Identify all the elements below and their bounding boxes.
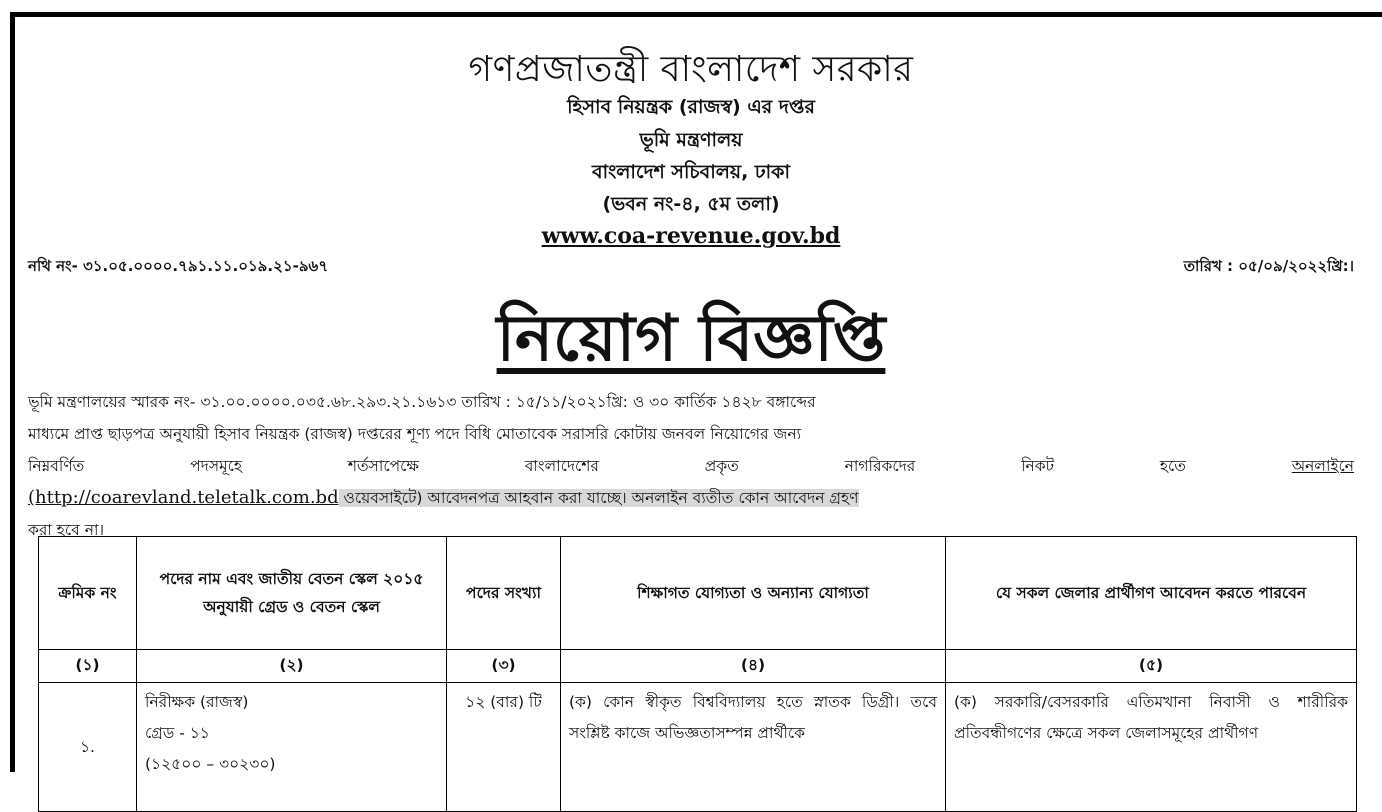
column-number: (১) xyxy=(39,650,137,683)
column-number: (৫) xyxy=(946,650,1357,683)
intro-line-5: করা হবে না। xyxy=(28,521,105,539)
post-title: নিরীক্ষক (রাজস্ব) xyxy=(145,693,249,711)
government-heading: গণপ্রজাতন্ত্রী বাংলাদেশ সরকার xyxy=(468,49,914,90)
intro-paragraph xyxy=(28,386,1354,546)
row-qualification: (ক) কোন স্বীকৃত বিশ্ববিদ্যালয় হতে স্নাতক ডিগ্রী। তবে সংশ্লিষ্ট কাজে অভিজ্ঞতাসম্পন্ন প্রার্থীকে xyxy=(561,683,946,812)
intro-word: নাগরিকদের xyxy=(844,457,916,475)
header-serial: ক্রমিক নং xyxy=(39,537,137,650)
intro-line-4 xyxy=(28,482,1354,514)
application-link[interactable]: (http://coarevland.teletalk.com.bd xyxy=(28,487,339,508)
memo-number: নথি নং- ৩১.০৫.০০০০.৭৯১.১১.০১৯.২১-৯৬৭ xyxy=(28,257,329,275)
table-row xyxy=(39,683,1357,812)
row-post-count: ১২ (বার) টি xyxy=(447,683,561,812)
website-link[interactable]: www.coa-revenue.gov.bd xyxy=(541,223,841,249)
row-districts: (ক) সরকারি/বেসরকারি এতিমখানা নিবাসী ও শারীরিক প্রতিবন্ধীগণের ক্ষেত্রে সকল জেলাসমূহের প্রার্থীগণ xyxy=(946,683,1357,812)
secretariat-address: বাংলাদেশ সচিবালয়, ঢাকা xyxy=(592,161,790,183)
header-districts: যে সকল জেলার প্রার্থীগণ আবেদন করতে পারবেন xyxy=(946,537,1357,650)
post-grade: গ্রেড - ১১ xyxy=(145,724,210,742)
column-number: (৩) xyxy=(447,650,561,683)
building-info: (ভবন নং-৪, ৫ম তলা) xyxy=(602,193,780,215)
intro-line-2: মাধ্যমে প্রাপ্ত ছাড়পত্র অনুযায়ী হিসাব নিয়ন্ত্রক (রাজস্ব) দপ্তরের শূণ্য পদে বিধি মোতাবেক সরাসরি কোটায় জনবল নিয়োগের জন্য xyxy=(28,425,802,443)
intro-word: পদসমূহে xyxy=(190,457,243,475)
column-number-row xyxy=(39,650,1357,683)
row-post xyxy=(137,683,447,812)
intro-word: বাংলাদেশের xyxy=(524,457,599,475)
intro-word: নিকট xyxy=(1021,457,1055,475)
intro-word: নিম্নবর্ণিত xyxy=(28,457,85,475)
column-number: (২) xyxy=(137,650,447,683)
intro-line-3 xyxy=(28,450,1354,482)
header-qualification: শিক্ষাগত যোগ্যতা ও অন্যান্য যোগ্যতা xyxy=(561,537,946,650)
ministry-name: ভূমি মন্ত্রণালয় xyxy=(639,129,743,151)
post-pay-scale: (১২৫০০ – ৩০২৩০) xyxy=(145,755,276,773)
intro-word: হতে xyxy=(1159,457,1186,475)
intro-word: প্রকৃত xyxy=(704,457,739,475)
table-header-row xyxy=(39,537,1357,650)
vacancy-table xyxy=(38,536,1357,812)
intro-line-4-text: ওয়েবসাইটে) আবেদনপত্র আহবান করা যাচ্ছে। অনলাইন ব্যতীত কোন আবেদন গ্রহণ xyxy=(338,489,859,507)
office-name: হিসাব নিয়ন্ত্রক (রাজস্ব) এর দপ্তর xyxy=(567,96,815,118)
intro-word: অনলাইনে xyxy=(1291,457,1354,475)
notice-title: নিয়োগ বিজ্ঞপ্তি xyxy=(496,302,886,376)
intro-word: শর্তসাপেক্ষে xyxy=(347,457,419,475)
column-number: (৪) xyxy=(561,650,946,683)
notice-date: তারিখ : ০৫/০৯/২০২২খ্রি:। xyxy=(1183,257,1354,275)
header-post: পদের নাম এবং জাতীয় বেতন স্কেল ২০১৫ অনুযায়ী গ্রেড ও বেতন স্কেল xyxy=(137,537,447,650)
intro-line-1: ভূমি মন্ত্রণালয়ের স্মারক নং- ৩১.০০.০০০০.০৩৫.৬৮.২৯৩.২১.১৬১৩ তারিখ : ১৫/১১/২০২১খ্রি: ও ৩০ কার্তিক ১৪২৮ বঙ্গাব্দের xyxy=(28,393,816,411)
header-count: পদের সংখ্যা xyxy=(447,537,561,650)
row-serial: ১. xyxy=(39,683,137,812)
